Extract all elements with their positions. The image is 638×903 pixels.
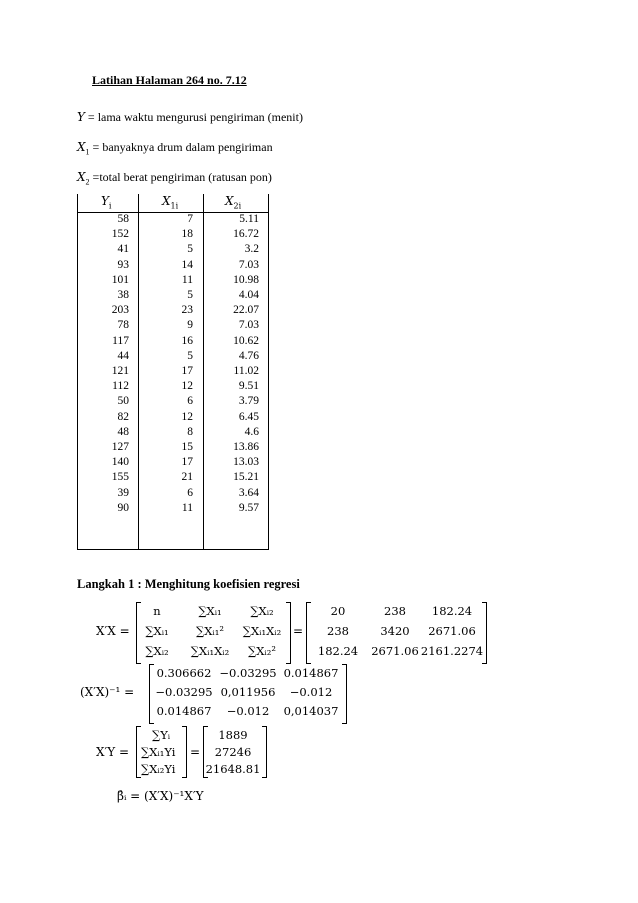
table-cell: 21 bbox=[181, 471, 193, 484]
table-cell: 18 bbox=[181, 228, 193, 241]
xty-label: X′Y = bbox=[96, 745, 130, 759]
table-cell: 22.07 bbox=[233, 304, 259, 317]
table-cell: 58 bbox=[117, 213, 129, 225]
header-var: X bbox=[225, 194, 234, 208]
matrix-bracket-left bbox=[136, 602, 141, 664]
table-cell: 93 bbox=[117, 258, 129, 271]
table-cell: 6 bbox=[187, 486, 193, 499]
definition-y bbox=[77, 110, 303, 125]
matrix-cell: 2671.06 bbox=[371, 644, 419, 658]
table-cell: 11 bbox=[181, 273, 193, 286]
matrix-cell: 0.014867 bbox=[156, 704, 212, 718]
matrix-cell: −0.03295 bbox=[155, 685, 213, 699]
table-cell: 152 bbox=[111, 228, 129, 241]
matrix-cell: −0.012 bbox=[226, 704, 270, 718]
table-cell: 78 bbox=[117, 319, 129, 332]
matrix-cell: 0,011956 bbox=[220, 685, 276, 699]
table-cell: 17 bbox=[181, 456, 193, 469]
table-cell: 6 bbox=[187, 395, 193, 408]
matrix-bracket-right bbox=[342, 664, 347, 724]
table-cell: 15.21 bbox=[233, 471, 259, 484]
definition-x1 bbox=[77, 140, 273, 156]
matrix-cell: 182.24 bbox=[317, 644, 359, 658]
matrix-cell: ∑Xᵢ₂Yi bbox=[141, 762, 176, 776]
header-sub: 1i bbox=[170, 201, 179, 211]
matrix-bracket-right bbox=[182, 726, 187, 778]
matrix-cell: ∑Xᵢ₂² bbox=[248, 644, 276, 658]
header-sub: 2i bbox=[233, 201, 242, 211]
definition-text: =total berat pengiriman (ratusan pon) bbox=[89, 170, 272, 184]
table-cell: 16 bbox=[181, 334, 193, 347]
table-cell: 12 bbox=[181, 380, 193, 393]
table-column-divider bbox=[138, 194, 139, 549]
table-cell: 3.64 bbox=[238, 486, 259, 499]
table-cell: 13.86 bbox=[233, 441, 259, 453]
definition-text: = banyaknya drum dalam pengiriman bbox=[89, 140, 273, 154]
table-cell: 4.04 bbox=[238, 289, 259, 301]
table-cell: 3.79 bbox=[238, 395, 259, 408]
matrix-cell: ∑Xᵢ₁² bbox=[196, 624, 224, 638]
matrix-cell: −0.012 bbox=[289, 685, 333, 699]
table-cell: 4.6 bbox=[244, 425, 259, 438]
matrix-cell: ∑Xᵢ₁Yi bbox=[141, 745, 176, 759]
table-cell: 7.03 bbox=[238, 319, 259, 332]
table-header-x2i bbox=[225, 194, 241, 210]
table-cell: 8 bbox=[187, 425, 193, 438]
definition-text: = lama waktu mengurusi pengiriman (menit) bbox=[84, 110, 303, 124]
table-cell: 14 bbox=[181, 258, 193, 271]
definition-sub: 2 bbox=[85, 177, 90, 187]
beta-formula: β̂ᵢ = (X′X)⁻¹X′Y bbox=[117, 789, 204, 803]
matrix-cell: 0,014037 bbox=[283, 704, 339, 718]
table-cell: 121 bbox=[111, 365, 129, 377]
table-cell: 112 bbox=[112, 380, 129, 393]
table-header-yi bbox=[101, 194, 111, 210]
table-cell: 10.62 bbox=[233, 334, 259, 347]
definition-sub: 1 bbox=[85, 147, 90, 157]
matrix-bracket-left bbox=[306, 602, 311, 664]
table-cell: 3.2 bbox=[244, 243, 259, 256]
table-cell: 39 bbox=[117, 486, 129, 499]
table-cell: 41 bbox=[117, 243, 129, 256]
matrix-cell: ∑Xᵢ₂ bbox=[145, 644, 169, 658]
header-sub: i bbox=[108, 201, 112, 211]
table-cell: 7.03 bbox=[238, 258, 259, 271]
matrix-cell: ∑Yᵢ bbox=[152, 728, 171, 742]
table-cell: 12 bbox=[181, 410, 193, 423]
equals-sign: = bbox=[190, 745, 201, 759]
table-column-divider bbox=[203, 194, 204, 549]
table-header-x1i bbox=[162, 194, 178, 210]
header-var: X bbox=[162, 194, 171, 208]
table-cell: 5.11 bbox=[239, 213, 259, 225]
table-cell: 9.51 bbox=[238, 380, 259, 393]
matrix-cell: ∑Xᵢ₁ bbox=[145, 624, 169, 638]
table-cell: 6.45 bbox=[238, 410, 259, 423]
table-cell: 7 bbox=[187, 213, 193, 225]
matrix-bracket-right bbox=[262, 726, 267, 778]
table-cell: 90 bbox=[117, 501, 129, 514]
table-cell: 5 bbox=[187, 243, 193, 256]
matrix-bracket-right bbox=[286, 602, 291, 664]
inverse-label: (X′X)⁻¹ = bbox=[80, 685, 135, 699]
xtx-label: X′X = bbox=[96, 624, 130, 638]
table-cell: 155 bbox=[111, 471, 129, 484]
table-cell: 5 bbox=[187, 349, 193, 362]
matrix-cell: 238 bbox=[384, 604, 406, 618]
matrix-cell: 27246 bbox=[214, 745, 252, 759]
matrix-cell: ∑Xᵢ₁Xᵢ₂ bbox=[190, 644, 230, 658]
table-cell: 11.02 bbox=[233, 365, 259, 377]
table-cell: 10.98 bbox=[233, 273, 259, 286]
matrix-cell: 21648.81 bbox=[205, 762, 261, 776]
table-cell: 9.57 bbox=[238, 501, 259, 514]
table-cell: 11 bbox=[181, 501, 193, 514]
table-cell: 101 bbox=[111, 273, 129, 286]
matrix-bracket-left bbox=[149, 664, 154, 724]
table-cell: 38 bbox=[117, 289, 129, 301]
definition-var: Y bbox=[77, 110, 85, 124]
table-cell: 140 bbox=[111, 456, 129, 469]
matrix-cell: 0.306662 bbox=[156, 666, 212, 680]
matrix-cell: 20 bbox=[330, 604, 346, 618]
matrix-cell: 2161.2274 bbox=[420, 644, 484, 658]
table-cell: 44 bbox=[117, 349, 129, 362]
table-cell: 13.03 bbox=[233, 456, 259, 469]
table-cell: 4.76 bbox=[238, 349, 259, 362]
table-cell: 9 bbox=[187, 319, 193, 332]
matrix-cell: 182.24 bbox=[431, 604, 473, 618]
matrix-cell: 238 bbox=[327, 624, 349, 638]
matrix-cell: 2671.06 bbox=[428, 624, 476, 638]
definition-x2 bbox=[77, 170, 272, 186]
table-cell: 50 bbox=[117, 395, 129, 408]
table-cell: 48 bbox=[117, 425, 129, 438]
table-cell: 15 bbox=[181, 441, 193, 453]
matrix-cell: −0.03295 bbox=[219, 666, 277, 680]
matrix-cell: n bbox=[153, 604, 161, 618]
matrix-cell: ∑Xᵢ₂ bbox=[250, 604, 274, 618]
table-cell: 5 bbox=[187, 289, 193, 301]
matrix-cell: ∑Xᵢ₁ bbox=[198, 604, 222, 618]
equals-sign: = bbox=[293, 624, 304, 638]
page-title: Latihan Halaman 264 no. 7.12 bbox=[92, 73, 247, 87]
definition-var: X bbox=[77, 140, 86, 154]
header-var: Y bbox=[101, 194, 109, 208]
matrix-cell: 1889 bbox=[218, 728, 248, 742]
table-cell: 127 bbox=[111, 441, 129, 453]
definition-var: X bbox=[77, 170, 86, 184]
table-cell: 23 bbox=[181, 304, 193, 317]
table-cell: 17 bbox=[181, 365, 193, 377]
table-cell: 16.72 bbox=[233, 228, 259, 241]
table-cell: 82 bbox=[117, 410, 129, 423]
matrix-cell: 3420 bbox=[380, 624, 410, 638]
step-title: Langkah 1 : Menghitung koefisien regresi bbox=[77, 577, 300, 591]
table-cell: 117 bbox=[112, 334, 129, 347]
matrix-cell: 0.014867 bbox=[283, 666, 339, 680]
matrix-cell: ∑Xᵢ₁Xᵢ₂ bbox=[242, 624, 282, 638]
table-cell: 203 bbox=[111, 304, 129, 317]
